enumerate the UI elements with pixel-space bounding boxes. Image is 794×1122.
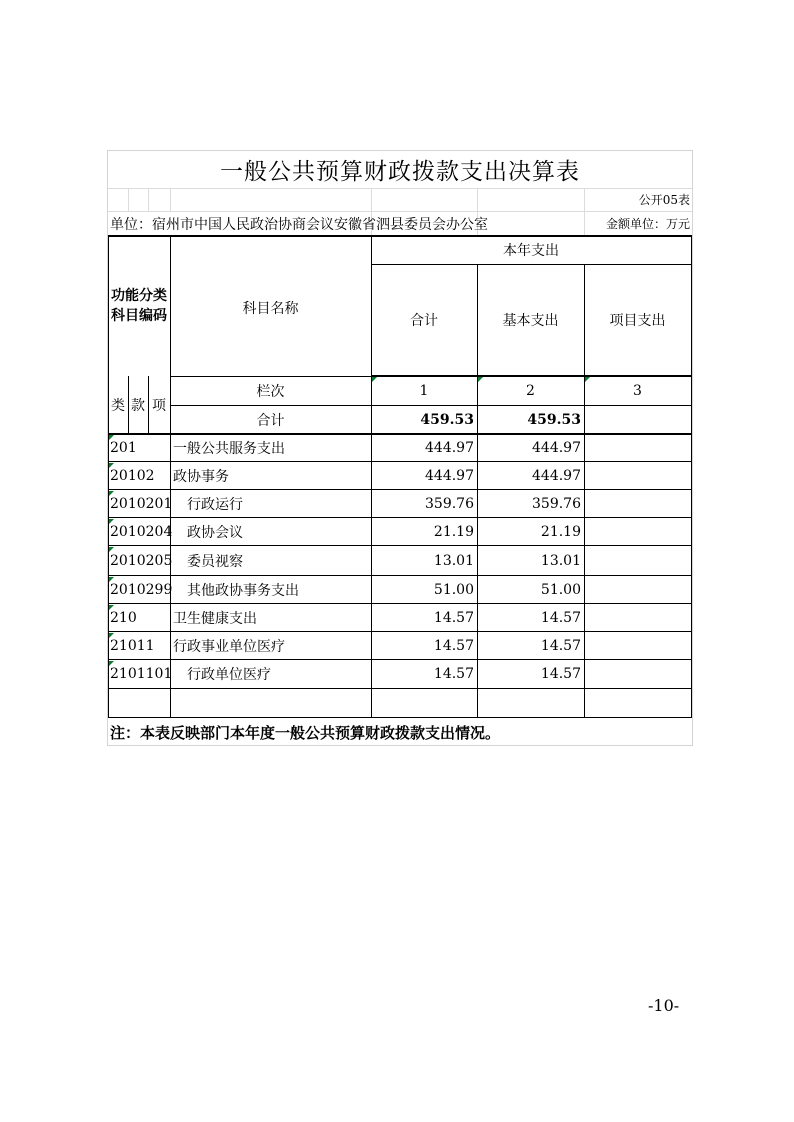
row-code: 2010299 [110, 581, 173, 598]
amount-unit: 金额单位：万元 [605, 217, 690, 231]
total-row-total: 459.53 [420, 411, 474, 428]
row-basic: 13.01 [540, 552, 581, 569]
row-name: 政协会议 [187, 524, 243, 541]
row-name: 委员视察 [187, 553, 243, 570]
row-total: 444.97 [425, 467, 474, 484]
row-name: 行政单位医疗 [187, 667, 271, 683]
header-subject-name: 科目名称 [242, 301, 299, 317]
row-basic: 359.76 [532, 495, 581, 512]
row-name: 政协事务 [173, 468, 229, 485]
column-number-1: 1 [419, 383, 429, 399]
row-basic: 14.57 [540, 637, 581, 654]
form-code: 公开05表 [638, 193, 690, 207]
row-basic: 444.97 [532, 467, 581, 484]
unit-name: 单位：宿州市中国人民政治协商会议安徽省泗县委员会办公室 [110, 216, 488, 233]
report-sheet [107, 150, 693, 746]
row-basic: 444.97 [532, 439, 581, 456]
row-basic: 14.57 [540, 666, 581, 682]
row-code: 2010204 [110, 523, 173, 540]
row-total: 14.57 [433, 666, 474, 682]
row-total: 359.76 [425, 495, 474, 512]
header-basic: 基本支出 [502, 313, 559, 329]
row-name: 一般公共服务支出 [173, 440, 285, 457]
row-code: 21011 [110, 637, 155, 654]
header-function-code: 功能分类 科目编码 [111, 288, 167, 324]
column-number-2: 2 [526, 383, 535, 399]
row-name: 其他政协事务支出 [187, 582, 299, 599]
report-title: 一般公共预算财政拨款支出决算表 [220, 159, 580, 185]
row-code: 2010205 [110, 552, 173, 569]
header-lei: 类 [111, 398, 125, 414]
total-row-basic: 459.53 [527, 411, 581, 428]
row-code: 2010201 [110, 495, 173, 512]
header-column-sequence: 栏次 [256, 384, 285, 400]
row-name: 行政事业单位医疗 [173, 638, 285, 655]
row-basic: 51.00 [540, 581, 581, 598]
row-code: 20102 [110, 467, 155, 484]
header-total: 合计 [410, 313, 438, 329]
row-total: 444.97 [425, 439, 474, 456]
row-name: 行政运行 [187, 496, 243, 513]
row-total: 14.57 [433, 609, 474, 626]
row-basic: 14.57 [540, 609, 581, 626]
header-this-year: 本年支出 [503, 243, 559, 259]
row-total: 14.57 [433, 637, 474, 654]
page-number: -10- [648, 996, 680, 1015]
row-total: 51.00 [433, 581, 474, 598]
row-total: 13.01 [433, 552, 474, 569]
header-xiang: 项 [152, 398, 166, 414]
column-number-3: 3 [633, 383, 642, 399]
row-basic: 21.19 [540, 523, 581, 540]
footnote: 注：本表反映部门本年度一般公共预算财政拨款支出情况。 [110, 723, 501, 742]
row-code: 2101101 [110, 666, 173, 682]
header-project: 项目支出 [609, 313, 666, 329]
row-total: 21.19 [433, 523, 474, 540]
row-code: 210 [110, 609, 137, 626]
row-name: 卫生健康支出 [173, 610, 257, 627]
total-row-label: 合计 [256, 412, 285, 429]
row-code: 201 [110, 439, 137, 456]
header-kuan: 款 [131, 398, 145, 414]
